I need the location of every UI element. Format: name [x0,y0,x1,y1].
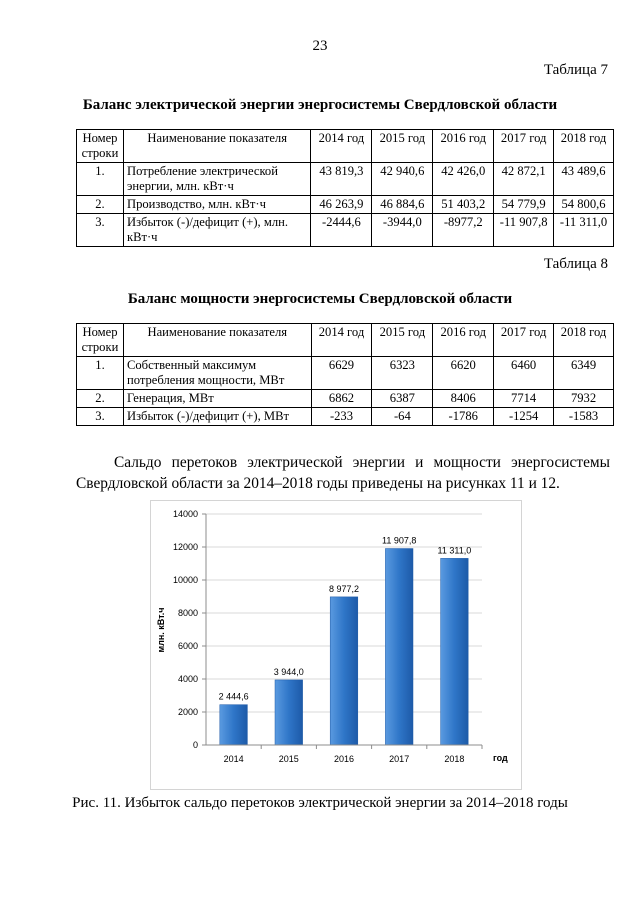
x-tick-label: 2018 [444,754,465,764]
header-cell: 2018 год [554,130,614,163]
bar-2015 [275,680,303,745]
header-cell: Номер строки [77,324,124,357]
row-number: 2. [77,390,124,408]
row-value: -233 [311,408,372,426]
row-value: 6460 [494,357,554,390]
x-tick-label: 2016 [333,754,355,764]
row-value: 6349 [554,357,614,390]
x-tick-label: 2015 [278,754,299,764]
bar-2017 [385,549,413,745]
table8 [76,323,614,426]
table-header-row [77,324,614,357]
row-value: 6323 [372,357,433,390]
row-value: 7714 [494,390,554,408]
row-value: 43 819,3 [311,163,372,196]
data-label: 2 444,6 [218,691,249,702]
bar-2016 [330,597,358,745]
table-row [77,390,614,408]
row-value: -1583 [554,408,614,426]
row-value: -2444,6 [311,214,372,247]
row-value: 42 940,6 [372,163,433,196]
y-tick-label: 6000 [177,641,198,651]
data-label: 3 944,0 [273,666,304,677]
x-tick-label: 2017 [389,754,410,764]
table8-title: Баланс мощности энергосистемы Свердловской области [127,291,513,307]
row-value: -11 311,0 [554,214,614,247]
header-cell: 2018 год [554,324,614,357]
header-cell: Номер строки [77,130,124,163]
row-value: 6862 [311,390,372,408]
x-axis-label: год [493,753,508,763]
table-header-row [77,130,614,163]
table-row [77,163,614,196]
row-value: 8406 [433,390,494,408]
row-name: Избыток (-)/дефицит (+), МВт [123,408,311,426]
row-number: 1. [77,357,124,390]
y-tick-label: 8000 [177,608,198,618]
row-value: -8977,2 [433,214,494,247]
y-tick-label: 10000 [172,575,198,585]
row-value: 43 489,6 [554,163,614,196]
table-row [77,196,614,214]
table8-caption: Таблица 8 [543,256,608,272]
page-number: 23 [312,38,328,54]
data-label: 8 977,2 [328,583,360,594]
row-number: 3. [77,408,124,426]
table7-title: Баланс электрической энергии энергосистемы Свердловской области [82,97,558,113]
table-row [77,214,614,247]
body-paragraph: Сальдо перетоков электрической энергии и мощности энергосистемы Свердловской области за 2014–2018 годы приведены на рисунках 11 и 12. [76,454,610,492]
data-label: 11 311,0 [437,545,472,556]
bar-chart [150,500,522,790]
row-number: 2. [77,196,124,214]
bar-2018 [441,558,469,745]
row-value: 42 872,1 [494,163,554,196]
header-cell: 2017 год [494,130,554,163]
x-tick-label: 2014 [223,754,244,764]
row-value: 46 263,9 [311,196,372,214]
y-tick-label: 0 [192,740,198,750]
row-value: -11 907,8 [494,214,554,247]
data-label: 11 907,8 [382,535,417,546]
row-value: 6620 [433,357,494,390]
header-cell: Наименование показателя [123,324,311,357]
row-number: 1. [77,163,124,196]
row-value: -64 [372,408,433,426]
row-number: 3. [77,214,124,247]
figure-caption: Рис. 11. Избыток сальдо перетоков электрической энергии за 2014–2018 годы [72,795,568,811]
row-value: 7932 [554,390,614,408]
header-cell: 2016 год [433,130,494,163]
header-cell: 2015 год [372,324,433,357]
y-tick-label: 2000 [177,707,198,717]
table-row [77,357,614,390]
y-axis-label: млн. кВт.ч [156,607,166,653]
y-tick-label: 4000 [177,674,198,684]
row-value: 6629 [311,357,372,390]
table7 [76,129,614,247]
row-value: 42 426,0 [433,163,494,196]
row-name: Производство, млн. кВт·ч [123,196,310,214]
table-row [77,408,614,426]
row-value: 51 403,2 [433,196,494,214]
header-cell: 2016 год [433,324,494,357]
y-tick-label: 14000 [172,509,198,519]
header-cell: 2015 год [372,130,433,163]
bar-2014 [220,705,248,745]
table7-caption: Таблица 7 [543,62,608,78]
header-cell: 2014 год [311,324,372,357]
header-cell: Наименование показателя [123,130,310,163]
row-name: Генерация, МВт [123,390,311,408]
row-value: -1254 [494,408,554,426]
header-cell: 2014 год [311,130,372,163]
y-tick-label: 12000 [172,542,198,552]
row-value: 46 884,6 [372,196,433,214]
row-name: Собственный максимум потребления мощности, МВт [123,357,311,390]
row-value: -1786 [433,408,494,426]
row-name: Потребление электрической энергии, млн. кВт·ч [123,163,310,196]
row-value: -3944,0 [372,214,433,247]
header-cell: 2017 год [494,324,554,357]
row-name: Избыток (-)/дефицит (+), млн. кВт·ч [123,214,310,247]
row-value: 6387 [372,390,433,408]
row-value: 54 800,6 [554,196,614,214]
row-value: 54 779,9 [494,196,554,214]
